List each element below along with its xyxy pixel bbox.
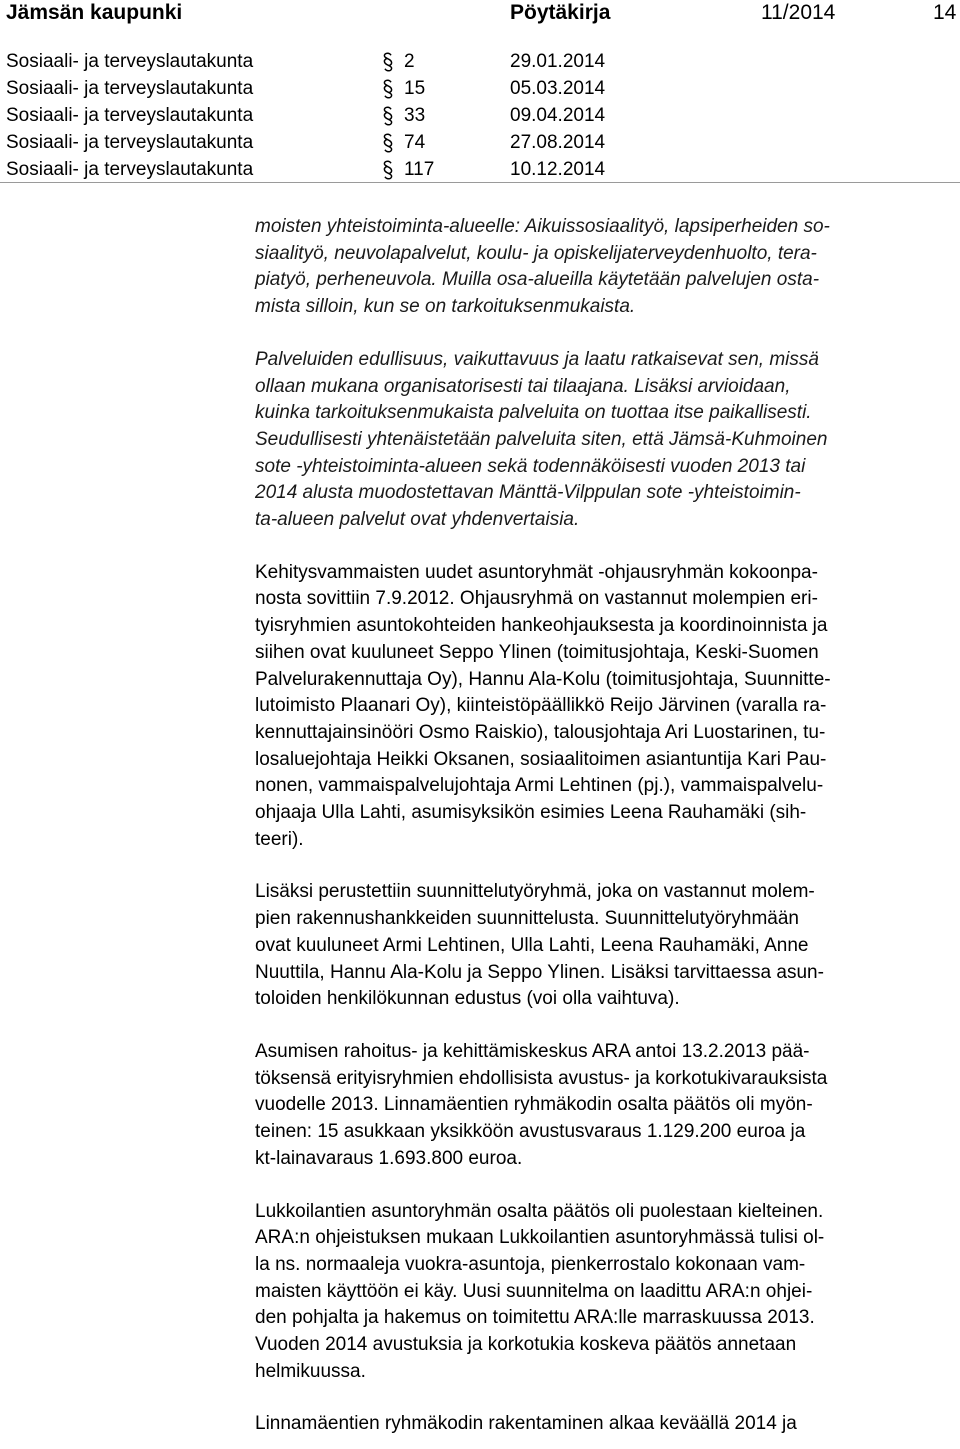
paragraph: moisten yhteistoiminta-alueelle: Aikuissosiaalityö, lapsiperheiden so- siaalityö, neuvolapalvelut, koulu- ja opiskelijaterveydenhuolto, tera- piatyö, perheneuvola. Muilla osa-alueilla käytetään palvelujen osta- mista silloin, kun se on tarkoituksenmukaista. bbox=[255, 216, 830, 318]
reference-section: 15 bbox=[404, 78, 426, 99]
reference-board: Sosiaali- ja terveyslautakunta bbox=[6, 51, 254, 72]
reference-list bbox=[0, 48, 960, 183]
minutes-body bbox=[255, 214, 960, 1438]
header-divider bbox=[0, 182, 960, 183]
reference-row bbox=[0, 102, 960, 129]
reference-row bbox=[0, 129, 960, 156]
paragraph: Asumisen rahoitus- ja kehittämiskeskus ARA antoi 13.2.2013 pää- töksensä erityisryhmien ehdollisista avustus- ja korkotukivarauksista vuodelle 2013. Linnamäentien ryhmäkodin osalta päätös oli myön- teinen: 15 asukkaan yksikköön avustusvaraus 1.129.200 euroa ja kt-lainavaraus 1.693.800 euroa. bbox=[255, 1040, 828, 1169]
reference-board: Sosiaali- ja terveyslautakunta bbox=[6, 105, 254, 126]
section-sign-icon bbox=[382, 156, 394, 188]
paragraph: Linnamäentien ryhmäkodin rakentaminen alkaa keväällä 2014 ja bbox=[255, 1413, 797, 1435]
paragraph: Lukkoilantien asuntoryhmän osalta päätös oli puolestaan kielteinen. ARA:n ohjeistuksen mukaan Lukkoilantien asuntoryhmässä tulisi ol- la ns. normaaleja vuokra-asuntoja, pienkerrostalo kokonaan vam- maisten käyttöön ei käy. Uusi suunnitelma on laadittu ARA:n ohjei- den pohjalta ja hakemus on toimitettu ARA:lle marraskuussa 2013. Vuoden 2014 avustuksia ja korkotukia koskeva päätös annetaan helmikuussa. bbox=[255, 1200, 825, 1382]
page-number: 14 bbox=[933, 1, 957, 24]
paragraph: Palveluiden edullisuus, vaikuttavuus ja laatu ratkaisevat sen, missä ollaan mukana organisatorisesti tai tilaajana. Lisäksi arvioidaan, kuinka tarkoituksenmukaista palveluita on tuottaa itse paikallisesti. Seudullisesti yhtenäistetään palveluita siten, että Jämsä-Kuhmoinen sote -yhteistoiminta-alueen sekä todennäköisesti vuoden 2013 tai 2014 alusta muodostettavan Mänttä-Vilppulan sote -yhteistoimin- ta-alueen palvelut ovat yhdenvertaisia. bbox=[255, 348, 828, 531]
reference-board: Sosiaali- ja terveyslautakunta bbox=[6, 78, 254, 99]
reference-section: 74 bbox=[404, 132, 426, 153]
document-type: Pöytäkirja bbox=[510, 1, 611, 24]
reference-board: Sosiaali- ja terveyslautakunta bbox=[6, 159, 254, 180]
reference-row bbox=[0, 75, 960, 102]
reference-section: 2 bbox=[404, 51, 415, 72]
reference-date: 10.12.2014 bbox=[510, 159, 606, 180]
page-header bbox=[0, 0, 960, 26]
reference-date: 29.01.2014 bbox=[510, 51, 606, 72]
reference-row bbox=[0, 48, 960, 75]
paragraph: Kehitysvammaisten uudet asuntoryhmät -ohjausryhmän kokoonpa- nosta sovittiin 7.9.2012. Ohjausryhmä on vastannut molempien eri- tyisryhmien asuntokohteiden hankeohjauksesta ja koordinoinnista ja siihen ovat kuuluneet Seppo Ylinen (toimitusjohtaja, Keski-Suomen Palvelurakennuttaja Oy), Hannu Ala-Kolu (toimitusjohtaja, Suunnitte- lutoimisto Plaanari Oy), kiinteistöpäällikkö Reijo Järvinen (varalla ra- kennuttajainsinööri Osmo Raiskio), talousjohtaja Ari Luostarinen, tu- losaluejohtaja Heikki Oksanen, sosiaalitoimen asiantuntija Kari Pau- nonen, vammaispalvelujohtaja Armi Lehtinen (pj.), vammaispalvelu- ohjaaja Ulla Lahti, asumisyksikön esimies Leena Rauhamäki (sih- teeri). bbox=[255, 561, 831, 850]
document-number: 11/2014 bbox=[761, 1, 836, 24]
reference-section: 33 bbox=[404, 105, 426, 126]
reference-section: 117 bbox=[404, 159, 435, 180]
reference-date: 05.03.2014 bbox=[510, 78, 606, 99]
reference-date: 27.08.2014 bbox=[510, 132, 606, 153]
organization-name: Jämsän kaupunki bbox=[6, 1, 183, 24]
paragraph: Lisäksi perustettiin suunnittelutyöryhmä, joka on vastannut molem- pien rakennushankkeiden suunnittelusta. Suunnittelutyöryhmään ovat kuuluneet Armi Lehtinen, Ulla Lahti, Leena Rauhamäki, Anne Nuuttila, Hannu Ala-Kolu ja Seppo Ylinen. Lisäksi tarvittaessa asun- toloiden henkilökunnan edustus (voi olla vaihtuva). bbox=[255, 881, 824, 1010]
reference-date: 09.04.2014 bbox=[510, 105, 606, 126]
reference-board: Sosiaali- ja terveyslautakunta bbox=[6, 132, 254, 153]
reference-row bbox=[0, 156, 960, 183]
